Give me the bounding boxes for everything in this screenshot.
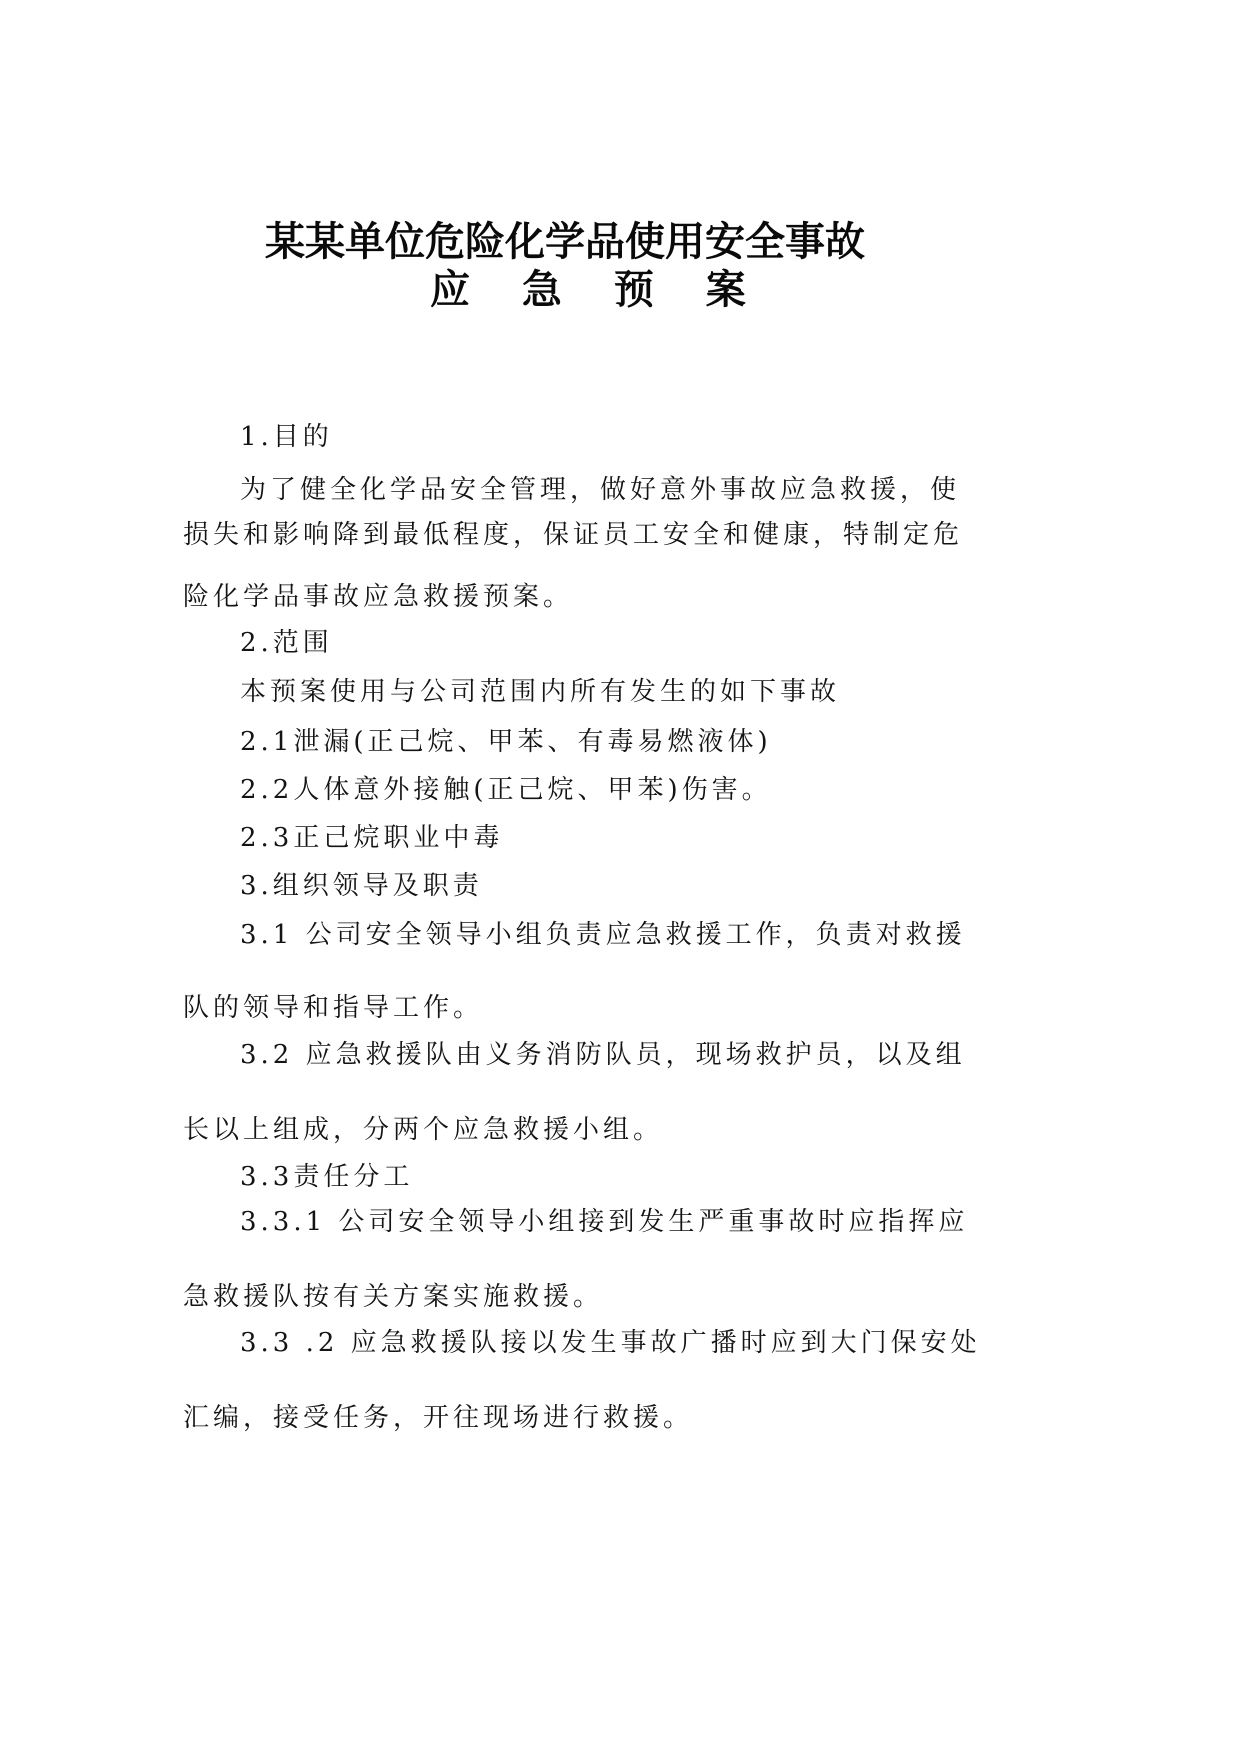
heading-organization-text: 3.组织领导及职责 [240, 871, 483, 901]
title-line-1: 某某单位危险化学品使用安全事故 [265, 218, 865, 265]
heading-responsibilities-text: 3.3责任分工 [240, 1162, 414, 1192]
paragraph-line: 2.3正己烷职业中毒 [240, 823, 504, 853]
paragraph-line: 2.1泄漏(正己烷、甲苯、有毒易燃液体) [240, 727, 772, 757]
paragraph-line: 3.3 .2 应急救援队接以发生事故广播时应到大门保安处 [240, 1328, 981, 1358]
paragraph-line: 汇编，接受任务，开往现场进行救援。 [183, 1403, 694, 1433]
paragraph-line: 损失和影响降到最低程度，保证员工安全和健康，特制定危 [183, 520, 964, 550]
paragraph-line: 3.3.1 公司安全领导小组接到发生严重事故时应指挥应 [240, 1207, 969, 1237]
heading-scope-text: 2.范围 [240, 628, 333, 658]
paragraph-line: 3.2 应急救援队由义务消防队员，现场救护员，以及组 [240, 1040, 966, 1070]
heading-purpose-text: 1.目的 [240, 422, 333, 452]
paragraph-line: 险化学品事故应急救援预案。 [183, 582, 574, 612]
paragraph-line: 2.2人体意外接触(正己烷、甲苯)伤害。 [240, 775, 772, 805]
title-line-2: 应 急 预 案 [430, 266, 758, 313]
paragraph-line: 为了健全化学品安全管理，做好意外事故应急救援，使 [240, 475, 961, 505]
paragraph-line: 队的领导和指导工作。 [183, 993, 484, 1023]
paragraph-line: 长以上组成，分两个应急救援小组。 [183, 1115, 664, 1145]
paragraph-line: 本预案使用与公司范围内所有发生的如下事故 [240, 677, 841, 707]
paragraph-line: 3.1 公司安全领导小组负责应急救援工作，负责对救援 [240, 920, 966, 950]
paragraph-line: 急救援队按有关方案实施救援。 [183, 1282, 604, 1312]
